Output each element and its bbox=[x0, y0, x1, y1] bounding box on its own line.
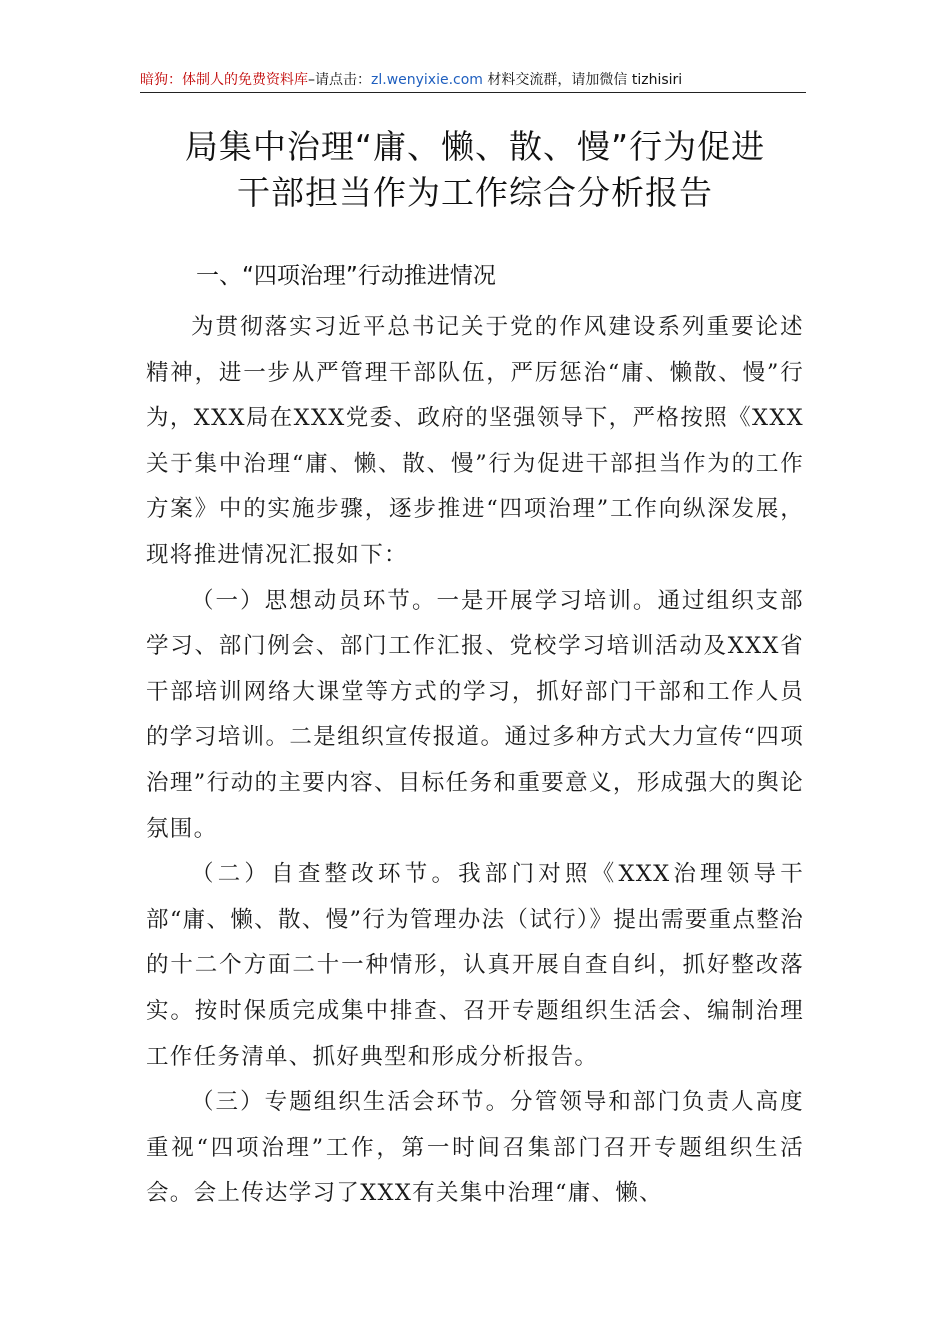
paragraph-2: （二）自查整改环节。我部门对照《XXX治理领导干部“庸、懒、散、慢”行为管理办法（试行）》提出需要重点整治的十二个方面二十一种情形，认真开展自查自纠，抓好整改落实。按时保质完成集中排查、召开专题组织生活会、编制治理工作任务清单、抓好典型和形成分析报告。 bbox=[146, 861, 804, 1070]
page-header bbox=[140, 70, 806, 90]
title-line-2: 干部担当作为工作综合分析报告 bbox=[237, 173, 713, 212]
paragraph-intro: 为贯彻落实习近平总书记关于党的作风建设系列重要论述精神，进一步从严管理干部队伍，严厉惩治“庸、懒散、慢”行为，XXX局在XXX党委、政府的坚强领导下，严格按照《XXX关于集中治理“庸、懒、散、慢”行为促进干部担当作为的工作方案》中的实施步骤，逐步推进“四项治理”工作向纵深发展，现将推进情况汇报如下： bbox=[146, 314, 804, 568]
header-wechat-note: 材料交流群，请加微信 tizhisiri bbox=[482, 72, 683, 88]
paragraph-3: （三）专题组织生活会环节。分管领导和部门负责人高度重视“四项治理”工作，第一时间召集部门召开专题组织生活会。会上传达学习了XXX有关集中治理“庸、懒、 bbox=[146, 1089, 804, 1207]
body-text bbox=[146, 305, 804, 1217]
header-click-label: –请点击： bbox=[308, 72, 371, 88]
section-heading: 一、“四项治理”行动推进情况 bbox=[196, 263, 496, 289]
title-line-1: 局集中治理“庸、懒、散、慢”行为促进 bbox=[184, 127, 766, 166]
paragraph-1: （一）思想动员环节。一是开展学习培训。通过组织支部学习、部门例会、部门工作汇报、党校学习培训活动及XXX省干部培训网络大课堂等方式的学习，抓好部门干部和工作人员的学习培训。二是组织宣传报道。通过多种方式大力宣传“四项治理”行动的主要内容、目标任务和重要意义，形成强大的舆论氛围。 bbox=[146, 587, 804, 842]
header-source-label: 暗狗：体制人的免费资料库 bbox=[140, 72, 308, 88]
document-title bbox=[100, 124, 850, 216]
header-divider bbox=[140, 92, 806, 93]
header-link[interactable]: zl.wenyixie.com bbox=[371, 72, 483, 88]
